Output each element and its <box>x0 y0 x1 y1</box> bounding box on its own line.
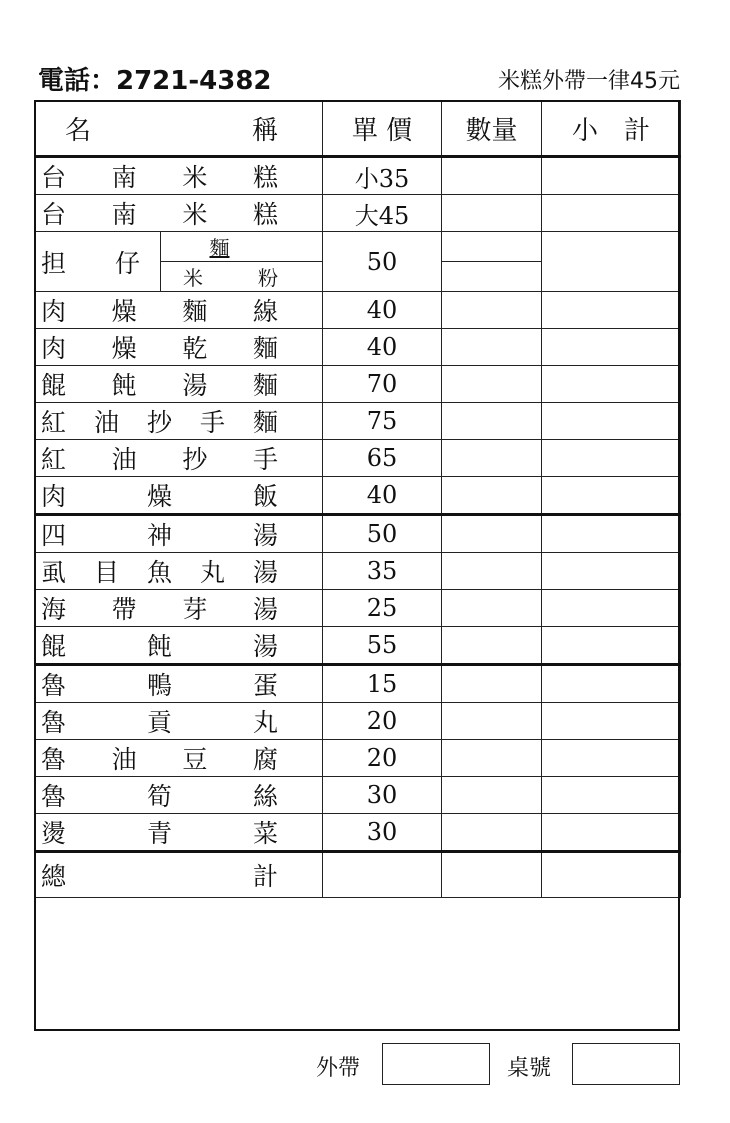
menu-item-price: 50 <box>323 515 442 553</box>
column-header-unit-price: 單 價 <box>323 101 442 157</box>
subtotal-cell[interactable] <box>542 292 681 329</box>
menu-item-row <box>35 703 681 740</box>
menu-item-row <box>35 403 681 440</box>
menu-item-price: 75 <box>323 403 442 440</box>
menu-item-price: 50 <box>323 232 442 292</box>
menu-item-price: 70 <box>323 366 442 403</box>
menu-item-name: 肉 燥 飯 <box>35 477 323 515</box>
menu-item-price: 大45 <box>323 195 442 232</box>
quantity-cell[interactable] <box>442 814 542 852</box>
subtotal-cell[interactable] <box>542 157 681 195</box>
menu-item-name: 魯 筍 絲 <box>35 777 323 814</box>
subtotal-cell[interactable] <box>542 195 681 232</box>
menu-item-price: 35 <box>323 553 442 590</box>
column-header-name: 名 稱 <box>35 101 323 157</box>
takeout-promo-note: 米糕外帶一律45元 <box>498 69 680 94</box>
subtotal-cell[interactable] <box>542 590 681 627</box>
quantity-cell[interactable] <box>442 403 542 440</box>
menu-item-row <box>35 553 681 590</box>
menu-item-name: 餛 飩 湯 麵 <box>35 366 323 403</box>
menu-item-row <box>35 195 681 232</box>
menu-item-row <box>35 590 681 627</box>
subtotal-cell[interactable] <box>542 814 681 852</box>
menu-item-row <box>35 477 681 515</box>
subtotal-cell[interactable] <box>542 703 681 740</box>
menu-item-row <box>35 329 681 366</box>
quantity-cell[interactable] <box>442 195 542 232</box>
order-form-header <box>34 60 680 94</box>
menu-item-name: 魯 貢 丸 <box>35 703 323 740</box>
menu-item-name: 海 帶 芽 湯 <box>35 590 323 627</box>
menu-item-price: 55 <box>323 627 442 665</box>
menu-item-row <box>35 292 681 329</box>
quantity-cell[interactable] <box>442 366 542 403</box>
subtotal-cell[interactable] <box>542 403 681 440</box>
subtotal-cell[interactable] <box>542 777 681 814</box>
table-header-row <box>35 101 681 157</box>
quantity-cell[interactable] <box>442 292 542 329</box>
subtotal-cell[interactable] <box>542 740 681 777</box>
menu-item-price: 20 <box>323 740 442 777</box>
menu-item-price: 15 <box>323 665 442 703</box>
column-header-quantity: 數量 <box>442 101 542 157</box>
total-quantity-cell[interactable] <box>442 852 542 898</box>
noodle-option: 麵 <box>161 232 322 262</box>
quantity-cell[interactable] <box>442 665 542 703</box>
subtotal-cell[interactable] <box>542 627 681 665</box>
total-price-cell <box>323 852 442 898</box>
menu-item-name: 肉 燥 麵 線 <box>35 292 323 329</box>
quantity-cell[interactable] <box>442 590 542 627</box>
menu-item-name: 餛 飩 湯 <box>35 627 323 665</box>
menu-item-name: 担 仔 麵 米 粉 <box>35 232 323 292</box>
takeout-label: 外帶 <box>316 1056 361 1081</box>
quantity-cell[interactable] <box>442 777 542 814</box>
menu-item-name: 魯 鴨 蛋 <box>35 665 323 703</box>
quantity-cell[interactable] <box>442 440 542 477</box>
menu-item-row <box>35 740 681 777</box>
menu-item-price: 40 <box>323 329 442 366</box>
menu-item-name: 台 南 米 糕 <box>35 157 323 195</box>
rice-noodle-option: 米 粉 <box>183 266 278 290</box>
subtotal-cell[interactable] <box>542 665 681 703</box>
takeout-box[interactable] <box>382 1043 490 1085</box>
menu-item-name: 紅 油 抄 手 麵 <box>35 403 323 440</box>
menu-item-name: 肉 燥 乾 麵 <box>35 329 323 366</box>
menu-item-row <box>35 627 681 665</box>
subtotal-cell[interactable] <box>542 515 681 553</box>
menu-item-row <box>35 440 681 477</box>
subtotal-cell[interactable] <box>542 366 681 403</box>
total-amount-cell[interactable] <box>542 852 681 898</box>
table-number-box[interactable] <box>572 1043 680 1085</box>
subtotal-cell[interactable] <box>542 553 681 590</box>
quantity-cell[interactable] <box>442 627 542 665</box>
column-header-subtotal: 小 計 <box>542 101 681 157</box>
quantity-cell[interactable] <box>442 515 542 553</box>
total-row <box>35 852 681 898</box>
subtotal-cell[interactable] <box>542 477 681 515</box>
menu-item-row <box>35 777 681 814</box>
phone-number: 電話：2721-4382 <box>38 66 272 96</box>
menu-item-row <box>35 157 681 195</box>
menu-item-price: 65 <box>323 440 442 477</box>
subtotal-cell[interactable] <box>542 440 681 477</box>
menu-item-name: 虱 目 魚 丸 湯 <box>35 553 323 590</box>
quantity-cell[interactable] <box>442 157 542 195</box>
menu-item-price: 40 <box>323 477 442 515</box>
menu-item-name: 四 神 湯 <box>35 515 323 553</box>
menu-item-price: 40 <box>323 292 442 329</box>
quantity-cell[interactable] <box>442 740 542 777</box>
menu-item-price: 30 <box>323 777 442 814</box>
quantity-cell[interactable] <box>442 329 542 366</box>
menu-item-row <box>35 814 681 852</box>
menu-item-row <box>35 515 681 553</box>
menu-item-price: 20 <box>323 703 442 740</box>
quantity-cell[interactable] <box>442 703 542 740</box>
menu-item-row <box>35 665 681 703</box>
menu-item-row <box>35 366 681 403</box>
menu-item-name: 紅 油 抄 手 <box>35 440 323 477</box>
subtotal-cell[interactable] <box>542 232 681 292</box>
menu-item-name: 魯 油 豆 腐 <box>35 740 323 777</box>
menu-item-price: 小35 <box>323 157 442 195</box>
subtotal-cell[interactable] <box>542 329 681 366</box>
quantity-cell[interactable] <box>442 232 542 292</box>
total-label: 總 計 <box>35 852 323 898</box>
menu-item-price: 30 <box>323 814 442 852</box>
menu-item-row <box>35 232 681 292</box>
menu-order-table <box>34 100 681 898</box>
menu-item-name: 台 南 米 糕 <box>35 195 323 232</box>
quantity-cell[interactable] <box>442 477 542 515</box>
order-footer <box>0 1041 730 1087</box>
quantity-cell[interactable] <box>442 553 542 590</box>
table-number-label: 桌號 <box>507 1056 552 1081</box>
menu-item-price: 25 <box>323 590 442 627</box>
menu-item-name: 燙 青 菜 <box>35 814 323 852</box>
